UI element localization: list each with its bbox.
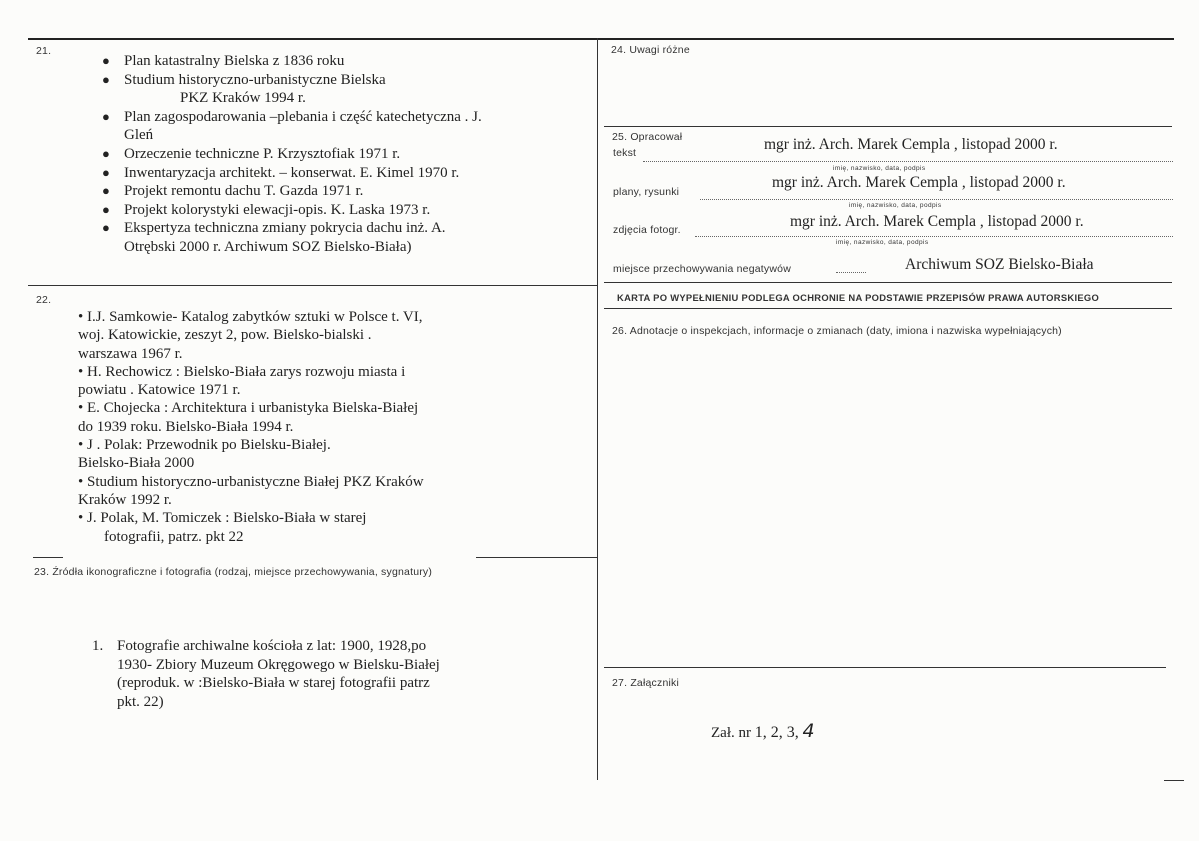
section-24-label: 24. Uwagi różne <box>611 44 690 56</box>
list-item: ● Orzeczenie techniczne P. Krzysztofiak 1971 r. <box>102 145 401 162</box>
section-25-label: 25. Opracował <box>612 131 683 143</box>
signature-caption: imię, nazwisko, data, podpis <box>836 239 929 246</box>
bullet-icon: ● <box>102 164 110 180</box>
signature-caption: imię, nazwisko, data, podpis <box>833 165 926 172</box>
top-border-line <box>28 38 1174 40</box>
divider-22-23-left <box>33 557 63 558</box>
list-item: ● Plan zagospodarowania –plebania i część katechetyczna . J. Gleń <box>102 108 482 144</box>
reference-item: • E. Chojecka : Architektura i urbanistyka Bielska-Białej do 1939 roku. Bielsko-Biała 1994 r. <box>78 400 419 435</box>
divider-21-22 <box>28 285 597 286</box>
plany-label: plany, rysunki <box>613 186 680 198</box>
reference-item: • I.J. Samkowie- Katalog zabytków sztuki w Polsce t. VI, woj. Katowickie, zeszyt 2, pow. Bielsko-bialski . warszawa 1967 r. <box>78 309 423 362</box>
section-22-references <box>78 308 498 546</box>
bullet-icon: ● <box>102 220 110 236</box>
list-item: ● Ekspertyza techniczna zmiany pokrycia dachu inż. A. Otrębski 2000 r. Archiwum SOZ Bielsko-Biała) <box>102 220 446 255</box>
bullet-icon: ● <box>102 53 110 68</box>
signature-caption: imię, nazwisko, data, podpis <box>849 202 942 209</box>
zdjecia-dotted-line <box>695 236 1173 237</box>
bottom-right-line <box>1164 780 1184 781</box>
reference-item: • H. Rechowicz : Bielsko-Biała zarys rozwoju miasta i powiatu . Katowice 1971 r. <box>78 363 406 399</box>
section-26-label: 26. Adnotacje o inspekcjach, informacje o zmianach (daty, imiona i nazwiska wypełniających) <box>612 325 1062 337</box>
plany-dotted-line <box>700 199 1173 200</box>
handwritten-number: 4 <box>802 720 815 742</box>
section-21-list <box>100 52 550 257</box>
divider-25-warning <box>604 282 1172 283</box>
divider-26-27 <box>604 667 1166 668</box>
divider-24-25 <box>604 126 1172 127</box>
section-21-number: 21. <box>36 45 52 57</box>
section-23-item: 1. Fotografie archiwalne kościoła z lat: 1900, 1928,po 1930- Zbiory Muzeum Okręgowego w Bielsku-Białej (reproduk. w :Bielsko-Biała w starej fotografii patrz pkt. 22) <box>92 638 440 710</box>
zdjecia-author-value: mgr inż. Arch. Marek Cempla , listopad 2000 r. <box>790 213 1084 230</box>
bullet-icon: ● <box>102 145 110 161</box>
bullet-icon: ● <box>102 71 110 87</box>
plany-author-value: mgr inż. Arch. Marek Cempla , listopad 2000 r. <box>772 174 1066 191</box>
section-27-label: 27. Załączniki <box>612 677 679 689</box>
list-item: ● Plan katastralny Bielska z 1836 roku <box>102 53 345 69</box>
reference-item: • Studium historyczno-urbanistyczne Białej PKZ Kraków Kraków 1992 r. <box>78 473 424 508</box>
tekst-author-value: mgr inż. Arch. Marek Cempla , listopad 2000 r. <box>764 136 1058 153</box>
list-item: ● Projekt remontu dachu T. Gazda 1971 r. <box>102 183 364 200</box>
divider-warning-26 <box>604 308 1172 309</box>
reference-item: • J . Polak: Przewodnik po Bielsku-Białej. Bielsko-Biała 2000 <box>78 437 331 472</box>
center-divider <box>597 38 598 780</box>
copyright-warning: KARTA PO WYPEŁNIENIU PODLEGA OCHRONIE NA PODSTAWIE PRZEPISÓW PRAWA AUTORSKIEGO <box>617 292 1100 303</box>
list-item: ● Projekt kolorystyki elewacji-opis. K. Laska 1973 r. <box>102 201 431 218</box>
tekst-label: tekst <box>613 147 637 159</box>
negatywy-value: Archiwum SOZ Bielsko-Biała <box>905 256 1094 273</box>
negatywy-label: miejsce przechowywania negatywów <box>613 263 791 275</box>
reference-item: • J. Polak, M. Tomiczek : Bielsko-Biała w starej fotografii, patrz. pkt 22 <box>78 510 367 545</box>
zdjecia-label: zdjęcia fotogr. <box>613 224 681 236</box>
divider-22-23-right <box>476 557 597 558</box>
negatywy-dotted-line <box>836 272 866 273</box>
bullet-icon: ● <box>102 201 110 217</box>
attachments-value: Zał. nr 1, 2, 3, 4 <box>711 720 815 742</box>
bullet-icon: ● <box>102 183 110 199</box>
tekst-dotted-line <box>643 161 1173 162</box>
list-item: ● Studium historyczno-urbanistyczne Bielska PKZ Kraków 1994 r. <box>102 71 386 107</box>
list-item: ● Inwentaryzacja architekt. – konserwat. E. Kimel 1970 r. <box>102 164 460 181</box>
item-number: 1. <box>92 638 104 654</box>
section-22-number: 22. <box>36 294 52 306</box>
bullet-icon: ● <box>102 108 110 124</box>
section-23-label: 23. Źródła ikonograficzne i fotografia (rodzaj, miejsce przechowywania, sygnatury) <box>34 566 433 578</box>
